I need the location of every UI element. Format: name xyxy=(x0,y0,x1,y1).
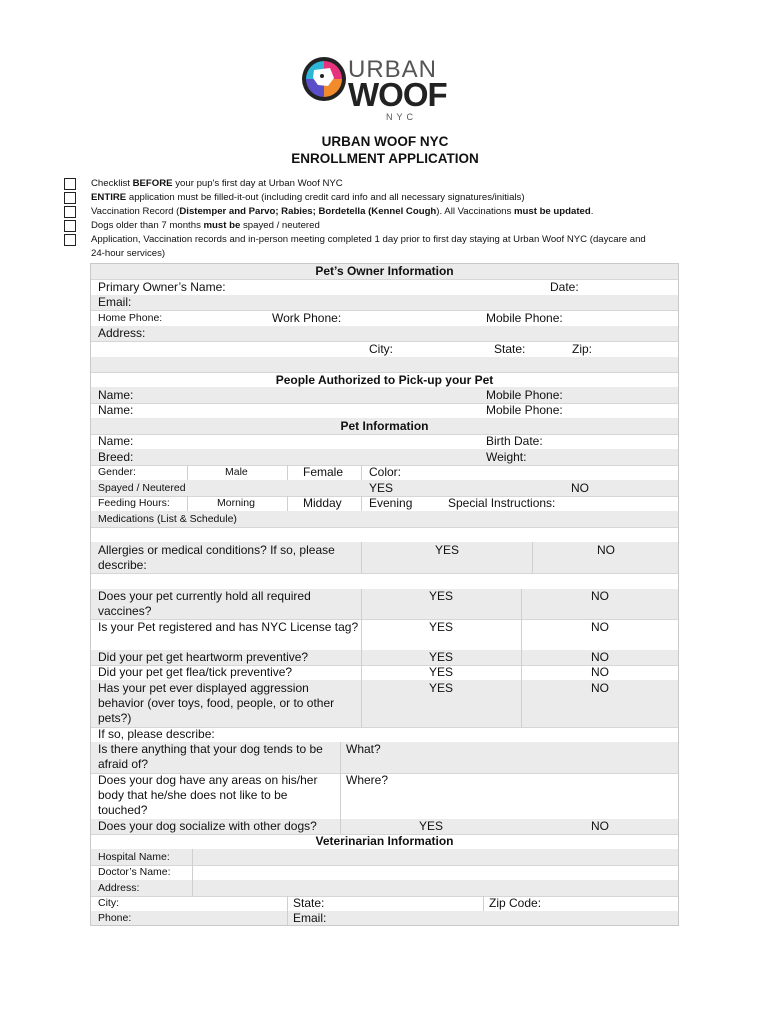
heartworm-row[interactable] xyxy=(91,650,678,666)
feeding-row[interactable] xyxy=(91,496,678,512)
primary-owner-name-field[interactable]: Primary Owner’s Name: xyxy=(98,280,226,294)
divider xyxy=(361,589,362,619)
aggression-question: Has your pet ever displayed aggression behavior (over toys, food, people, or to other pets?) xyxy=(98,681,335,725)
vet-section-header xyxy=(91,834,678,850)
gender-male-option[interactable]: Male xyxy=(225,466,248,478)
logo-word-nyc: NYC xyxy=(386,112,418,122)
vet-city-field[interactable]: City: xyxy=(98,897,119,909)
checkbox[interactable] xyxy=(64,234,76,246)
afraid-what-field[interactable]: What? xyxy=(346,742,381,756)
pickup-mobile-field[interactable]: Mobile Phone: xyxy=(486,403,563,417)
flea-tick-question: Did your pet get flea/tick preventive? xyxy=(98,665,293,679)
owner-phone-row[interactable] xyxy=(91,310,678,327)
checklist-text: . xyxy=(590,206,594,217)
date-field[interactable]: Date: xyxy=(550,280,579,294)
feeding-morning-option[interactable]: Morning xyxy=(217,497,255,509)
checklist xyxy=(64,177,694,261)
medications-field[interactable]: Medications (List & Schedule) xyxy=(98,513,237,525)
gender-label: Gender: xyxy=(98,466,136,478)
urban-woof-logo xyxy=(300,52,460,124)
medications-row[interactable] xyxy=(91,511,678,528)
divider xyxy=(483,896,484,911)
checklist-text: Vaccination Record ( xyxy=(91,206,180,217)
owner-address-row[interactable] xyxy=(91,326,678,342)
checkbox[interactable] xyxy=(64,178,76,190)
birth-date-field[interactable]: Birth Date: xyxy=(486,434,543,448)
city-field[interactable]: City: xyxy=(369,342,393,356)
vet-phone-row[interactable] xyxy=(91,911,678,925)
flea-no-option[interactable]: NO xyxy=(591,665,609,679)
touched-row[interactable] xyxy=(91,773,678,820)
spacer-row xyxy=(91,357,678,373)
allergies-no-option[interactable]: NO xyxy=(597,543,615,557)
heartworm-question: Did your pet get heartworm preventive? xyxy=(98,650,309,664)
allergies-yes-option[interactable]: YES xyxy=(435,543,460,557)
section-title: Pet Information xyxy=(340,419,429,433)
pet-name-row[interactable] xyxy=(91,434,678,450)
section-title: People Authorized to Pick-up your Pet xyxy=(275,373,494,387)
checkbox[interactable] xyxy=(64,220,76,232)
document-title: URBAN WOOF NYC xyxy=(321,134,449,149)
pickup-name-field[interactable]: Name: xyxy=(98,388,134,402)
divider xyxy=(521,619,522,650)
aggression-describe-field[interactable]: If so, please describe: xyxy=(98,727,215,741)
special-instructions-field[interactable]: Special Instructions: xyxy=(448,496,556,510)
divider xyxy=(192,849,193,865)
owner-email-row[interactable] xyxy=(91,295,678,311)
divider xyxy=(521,650,522,665)
checklist-item[interactable] xyxy=(64,233,694,247)
divider xyxy=(187,496,188,511)
divider xyxy=(361,680,362,727)
weight-field[interactable]: Weight: xyxy=(486,450,527,464)
aggression-row[interactable] xyxy=(91,680,678,728)
feeding-hours-label: Feeding Hours: xyxy=(98,497,170,509)
checklist-text-bold: must be updated xyxy=(513,206,591,217)
divider xyxy=(361,465,362,480)
divider xyxy=(361,650,362,665)
touched-question: Does your dog have any areas on his/her body that he/she does not like to be touched? xyxy=(98,773,318,817)
vaccines-yes-option[interactable]: YES xyxy=(429,589,454,603)
divider xyxy=(361,542,362,573)
breed-field[interactable]: Breed: xyxy=(98,450,134,464)
color-field[interactable]: Color: xyxy=(369,465,402,479)
heartworm-no-option[interactable]: NO xyxy=(591,650,609,664)
pickup-name-field[interactable]: Name: xyxy=(98,403,134,417)
pickup-section-header xyxy=(91,372,678,388)
vet-phone-field[interactable]: Phone: xyxy=(98,912,132,924)
license-question: Is your Pet registered and has NYC License tag? xyxy=(98,620,359,634)
spacer-row xyxy=(91,527,678,543)
checklist-item[interactable] xyxy=(64,177,694,191)
divider xyxy=(361,496,362,511)
heartworm-yes-option[interactable]: YES xyxy=(429,650,454,664)
divider xyxy=(340,773,341,819)
checklist-text: Dogs older than 7 months xyxy=(91,220,204,231)
spacer-row xyxy=(91,573,678,590)
pet-breed-row[interactable] xyxy=(91,449,678,466)
zip-field[interactable]: Zip: xyxy=(572,342,593,356)
divider xyxy=(192,865,193,880)
checklist-text-bold: must be xyxy=(203,220,241,231)
checklist-text: your pup's first day at Urban Woof NYC xyxy=(172,178,343,189)
pet-name-field[interactable]: Name: xyxy=(98,434,134,448)
state-field[interactable]: State: xyxy=(494,342,526,356)
divider xyxy=(287,465,288,480)
divider xyxy=(287,496,288,511)
afraid-question: Is there anything that your dog tends to be afraid of? xyxy=(98,742,323,771)
flea-row[interactable] xyxy=(91,665,678,681)
aggression-yes-option[interactable]: YES xyxy=(429,681,454,695)
divider xyxy=(192,880,193,896)
spayed-yes-option[interactable]: YES xyxy=(369,481,394,495)
address-field[interactable]: Address: xyxy=(98,326,146,340)
spayed-no-option[interactable]: NO xyxy=(571,481,589,495)
allergies-question: Allergies or medical conditions? If so, please describe: xyxy=(98,543,335,572)
socialize-no-option[interactable]: NO xyxy=(591,819,609,833)
email-field[interactable]: Email: xyxy=(98,295,132,309)
divider xyxy=(287,896,288,911)
mobile-phone-field[interactable]: Mobile Phone: xyxy=(486,311,563,325)
owner-section-header xyxy=(91,264,678,280)
describe-row[interactable] xyxy=(91,727,678,743)
owner-name-row[interactable] xyxy=(91,279,678,296)
vaccines-question: Does your pet currently hold all required vaccines? xyxy=(98,589,311,618)
vet-address-row[interactable] xyxy=(91,880,678,897)
checklist-text: Application, Vaccination records and in-person meeting completed 1 day prior to first day staying at Urban Woof NYC (daycare and xyxy=(91,234,646,245)
divider xyxy=(521,589,522,619)
checklist-text-bold: Distemper and Parvo; Rabies; Bordetella (Kennel Cough xyxy=(179,206,437,217)
vet-city-row[interactable] xyxy=(91,896,678,912)
feeding-evening-option[interactable]: Evening xyxy=(369,496,413,510)
checklist-text-bold: BEFORE xyxy=(132,178,173,189)
feeding-midday-option[interactable]: Midday xyxy=(303,496,342,510)
divider xyxy=(521,665,522,680)
vet-address-field[interactable]: Address: xyxy=(98,882,140,894)
checklist-text: Checklist xyxy=(91,178,133,189)
divider xyxy=(340,819,341,834)
pet-gender-row[interactable] xyxy=(91,465,678,481)
home-phone-field[interactable]: Home Phone: xyxy=(98,312,163,324)
aggression-no-option[interactable]: NO xyxy=(591,681,609,695)
checklist-text: spayed / neutered xyxy=(240,220,320,231)
divider xyxy=(340,742,341,773)
allergies-row[interactable] xyxy=(91,542,678,574)
divider xyxy=(521,680,522,727)
socialize-row[interactable] xyxy=(91,819,678,835)
socialize-yes-option[interactable]: YES xyxy=(419,819,444,833)
vet-zip-field[interactable]: Zip Code: xyxy=(489,896,542,910)
divider xyxy=(187,465,188,480)
touched-where-field[interactable]: Where? xyxy=(346,773,389,787)
license-row[interactable] xyxy=(91,619,678,651)
section-title: Pet’s Owner Information xyxy=(315,264,454,278)
socialize-question: Does your dog socialize with other dogs? xyxy=(98,819,317,833)
owner-city-row[interactable] xyxy=(91,341,678,358)
checklist-item[interactable] xyxy=(64,191,694,205)
enrollment-form xyxy=(90,263,679,926)
divider xyxy=(287,911,288,925)
spayed-row[interactable] xyxy=(91,480,678,497)
pet-section-header xyxy=(91,418,678,435)
hospital-row[interactable] xyxy=(91,849,678,866)
vet-state-field[interactable]: State: xyxy=(293,896,325,910)
vaccines-no-option[interactable]: NO xyxy=(591,589,609,603)
checklist-item-continued xyxy=(64,247,694,261)
gender-female-option[interactable]: Female xyxy=(303,465,344,479)
license-yes-option[interactable]: YES xyxy=(429,620,454,634)
checklist-item[interactable] xyxy=(64,205,694,219)
vet-email-field[interactable]: Email: xyxy=(293,911,327,925)
divider xyxy=(361,665,362,680)
hospital-name-field[interactable]: Hospital Name: xyxy=(98,851,170,863)
document-subtitle: ENROLLMENT APPLICATION xyxy=(291,151,479,166)
flea-yes-option[interactable]: YES xyxy=(429,665,454,679)
doctor-name-field[interactable]: Doctor’s Name: xyxy=(98,866,171,878)
section-title: Veterinarian Information xyxy=(315,834,454,848)
checkbox[interactable] xyxy=(64,206,76,218)
checkbox[interactable] xyxy=(64,192,76,204)
divider xyxy=(361,619,362,650)
license-no-option[interactable]: NO xyxy=(591,620,609,634)
pickup-mobile-field[interactable]: Mobile Phone: xyxy=(486,388,563,402)
checklist-text: 24-hour services) xyxy=(91,248,166,259)
spayed-neutered-label: Spayed / Neutered xyxy=(98,482,186,494)
checklist-text: application must be filled-it-out (including credit card info and all necessary signatures/initials) xyxy=(126,192,525,203)
work-phone-field[interactable]: Work Phone: xyxy=(272,311,342,325)
checklist-item[interactable] xyxy=(64,219,694,233)
logo-word-urban: URBAN xyxy=(348,56,438,83)
afraid-row[interactable] xyxy=(91,742,678,774)
pickup-person-row[interactable] xyxy=(91,403,678,419)
checklist-text: ). All Vaccinations xyxy=(436,206,514,217)
pickup-person-row[interactable] xyxy=(91,387,678,404)
divider xyxy=(532,542,533,573)
checklist-text-bold: ENTIRE xyxy=(91,192,127,203)
doctor-row[interactable] xyxy=(91,865,678,881)
vaccines-row[interactable] xyxy=(91,589,678,620)
logo-word-woof: WOOF xyxy=(348,76,447,113)
